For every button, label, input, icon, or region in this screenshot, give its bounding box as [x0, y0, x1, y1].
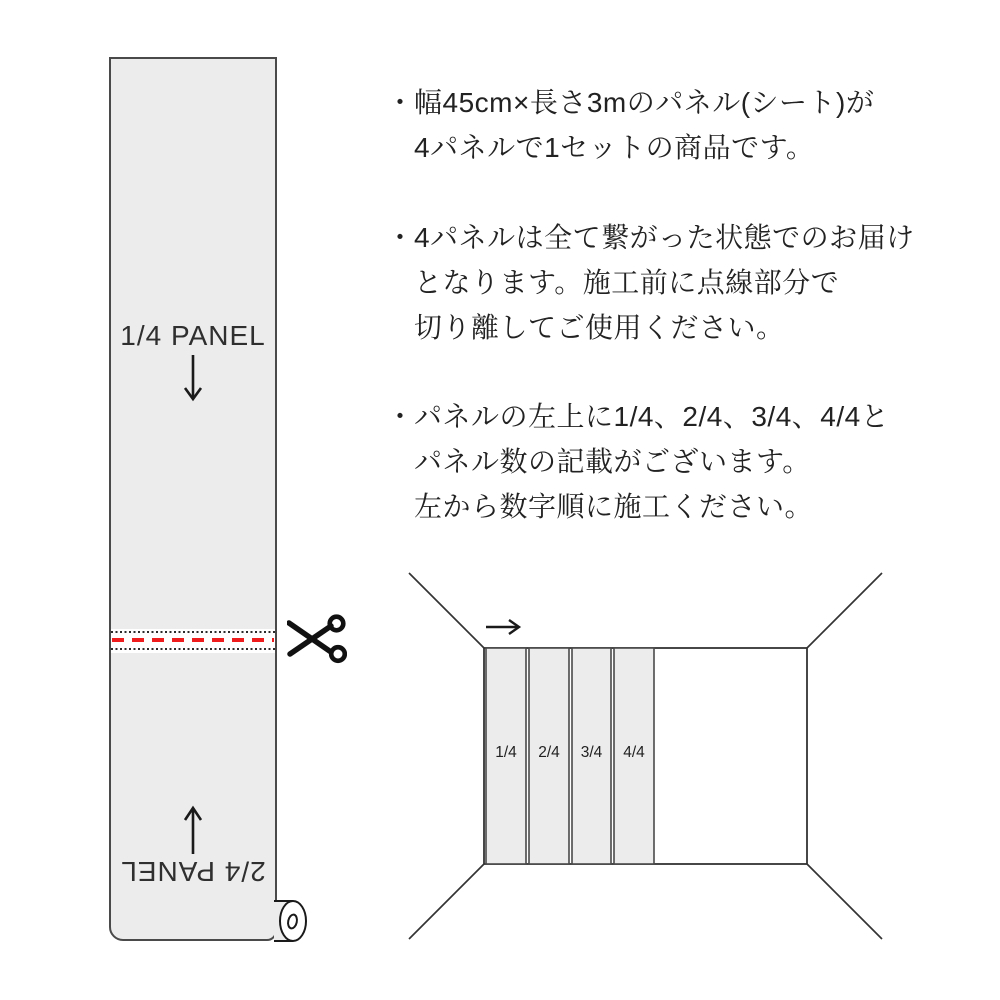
instruction-block-2	[386, 215, 966, 350]
bottom-panel-label: 2/4 PANEL	[120, 856, 266, 887]
right-arrow-icon	[486, 620, 519, 634]
corner-line	[409, 573, 484, 648]
red-dashed-cut-line	[112, 638, 274, 642]
instruction-line: 幅45cm×長さ3mのパネル(シート)が	[414, 87, 875, 118]
down-arrow-icon	[181, 353, 205, 403]
corner-line	[807, 573, 882, 648]
corner-line	[807, 864, 882, 939]
instruction-line: パネルの左上に1/4、2/4、3/4、4/4と	[414, 401, 890, 432]
wall-panel-label: 2/4	[538, 744, 560, 761]
bullet: ・	[386, 401, 415, 432]
instruction-line: パネル数の記載がございます。	[414, 446, 811, 477]
up-arrow-icon	[181, 804, 205, 856]
cut-line-band	[111, 629, 275, 653]
room-diagram	[395, 555, 900, 955]
instruction-line: となります。施工前に点線部分で	[414, 267, 840, 298]
instruction-line: 4パネルは全て繋がった状態でのお届け	[414, 222, 915, 253]
instruction-block-1	[386, 80, 966, 170]
dotted-line	[111, 648, 275, 650]
instruction-line: 左から数字順に施工ください。	[414, 491, 814, 522]
instruction-block-3	[386, 394, 966, 529]
instruction-line: 4パネルで1セットの商品です。	[414, 132, 815, 163]
top-panel-label: 1/4 PANEL	[120, 320, 266, 351]
scissors-icon	[287, 613, 347, 665]
wall-panel-label: 1/4	[495, 744, 517, 761]
bullet: ・	[386, 87, 415, 118]
wall-panel-label: 3/4	[580, 744, 603, 761]
corner-line	[409, 864, 484, 939]
dotted-line	[111, 631, 275, 633]
instruction-line: 切り離してご使用ください。	[414, 312, 785, 343]
paper-roll-icon	[266, 893, 312, 948]
wall-panel-label: 4/4	[623, 744, 645, 761]
bullet: ・	[386, 222, 415, 253]
